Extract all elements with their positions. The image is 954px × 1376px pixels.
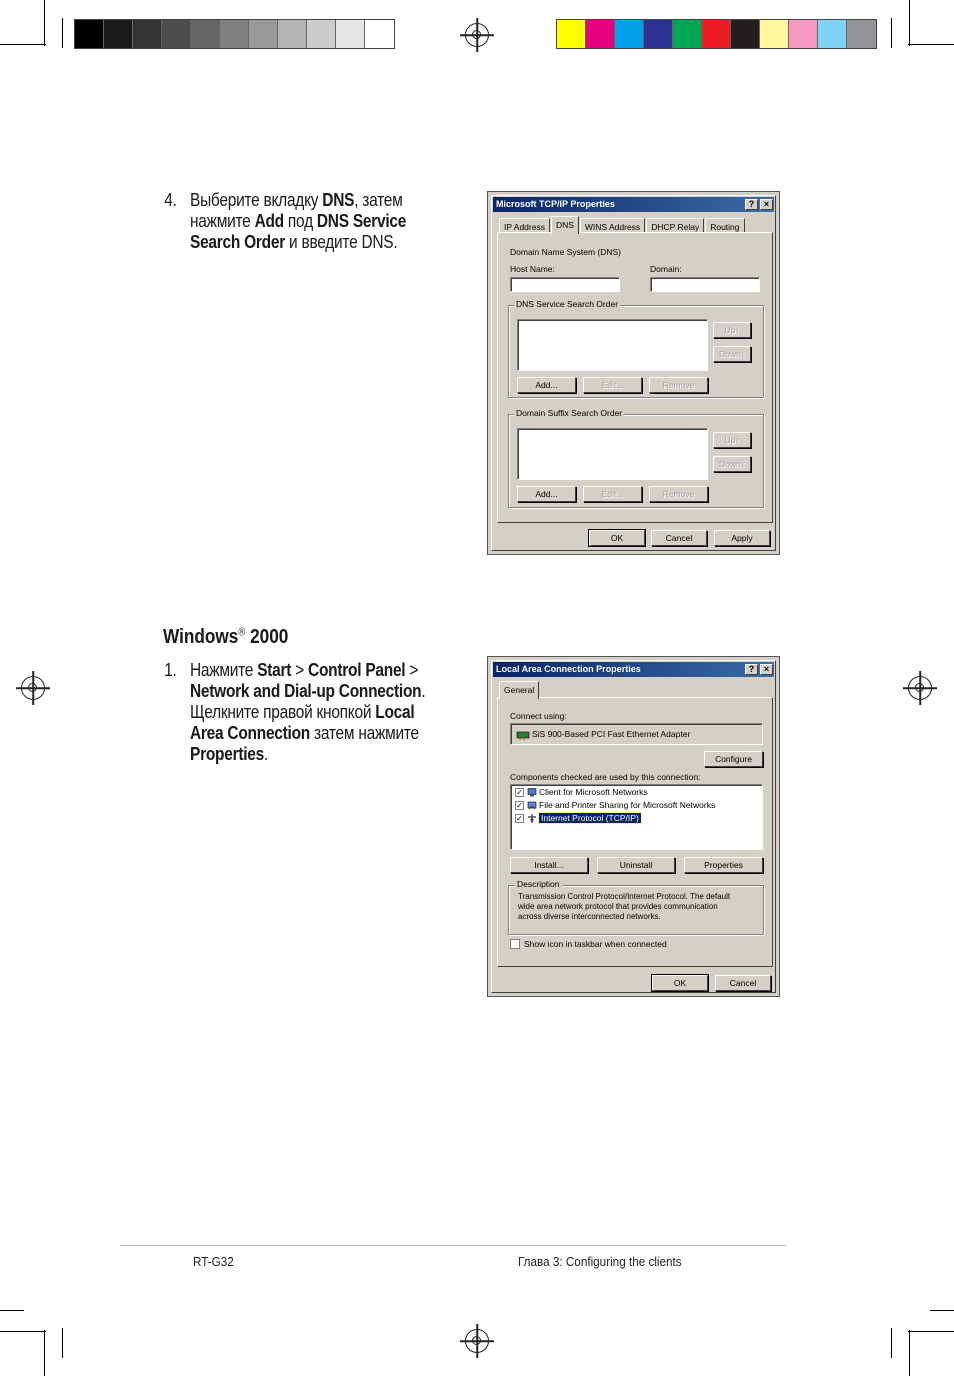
properties-button[interactable]: Properties: [684, 857, 763, 873]
domain-suffix-list[interactable]: [517, 428, 708, 480]
heading-os-version: 2000: [245, 626, 289, 648]
step-text: Щелкните правой кнопкой: [190, 702, 376, 722]
dns-section-label: Domain Name System (DNS): [510, 247, 621, 257]
lan-properties-dialog: [491, 660, 776, 993]
help-button[interactable]: ?: [745, 199, 758, 210]
step-text: , затем: [354, 190, 403, 210]
tcpip-properties-dialog: [491, 195, 776, 551]
uninstall-button[interactable]: Uninstall: [597, 857, 675, 873]
tcpip-properties-screenshot: [487, 191, 780, 555]
dns-service-search-order-label: DNS Service Search Order: [516, 299, 619, 309]
step-keyword: Local: [375, 702, 415, 722]
description-line: across diverse interconnected networks.: [518, 912, 661, 921]
step-text: >: [291, 660, 309, 680]
color-swatch: [818, 20, 847, 48]
gray-swatch: [75, 20, 104, 48]
step-keyword: Add: [254, 211, 284, 231]
component-label: Internet Protocol (TCP/IP): [541, 813, 639, 823]
components-list[interactable]: [510, 784, 763, 850]
step-text: .: [264, 744, 269, 764]
cancel-button[interactable]: Cancel: [651, 530, 707, 546]
dialog-title-bar: [493, 662, 774, 677]
step-1-text: [164, 660, 426, 765]
description-text: [518, 892, 730, 922]
registration-mark-right: [908, 676, 932, 700]
step-text: нажмите: [190, 211, 255, 231]
description-line: Transmission Control Protocol/Internet Protocol. The default: [518, 892, 731, 901]
heading-os-name: Windows: [163, 626, 239, 648]
step-keyword: Network and Dial-up Connection: [190, 681, 422, 701]
description-line: wide area network protocol that provides communication: [518, 902, 718, 911]
lan-properties-screenshot: [487, 656, 780, 997]
dns-remove-button[interactable]: Remove: [649, 377, 708, 393]
tab-general[interactable]: General: [499, 681, 539, 699]
footer-chapter: Глава 3: Configuring the clients: [518, 1254, 682, 1269]
registration-mark-top: [465, 23, 489, 47]
gray-swatch: [104, 20, 133, 48]
process-color-bar: [556, 19, 877, 49]
help-button[interactable]: ?: [745, 664, 758, 675]
gray-swatch: [336, 20, 365, 48]
apply-button[interactable]: Apply: [714, 530, 770, 546]
component-item[interactable]: [527, 787, 648, 797]
dialog-title-bar: [493, 197, 774, 212]
section-heading: [163, 626, 288, 649]
adapter-name: SiS 900-Based PCI Fast Ethernet Adapter: [532, 729, 691, 739]
step-keyword: Search Order: [190, 232, 286, 252]
step-keyword: Properties: [190, 744, 265, 764]
color-swatch: [702, 20, 731, 48]
suffix-edit-button[interactable]: Edit...: [583, 486, 642, 502]
step-keyword: DNS: [322, 190, 355, 210]
component-label: Client for Microsoft Networks: [539, 787, 648, 797]
close-button[interactable]: ×: [760, 199, 773, 210]
component-label: File and Printer Sharing for Microsoft Networks: [539, 800, 716, 810]
registration-mark-bottom: [465, 1329, 489, 1353]
domain-input[interactable]: [650, 277, 760, 292]
footer-rule: [120, 1245, 786, 1246]
suffix-remove-button[interactable]: Remove: [649, 486, 708, 502]
color-swatch: [673, 20, 702, 48]
domain-label: Domain:: [650, 264, 682, 274]
color-swatch: [586, 20, 615, 48]
registered-mark: ®: [238, 626, 246, 639]
step-4-text: [164, 190, 407, 253]
suffix-down-button[interactable]: Down↓: [713, 456, 751, 472]
dns-server-list[interactable]: [517, 319, 708, 371]
tab-dns[interactable]: DNS: [551, 216, 579, 234]
file-sharing-icon: [527, 801, 537, 810]
gray-swatch: [307, 20, 336, 48]
host-name-input[interactable]: [510, 277, 620, 292]
step-number: 4.: [164, 190, 177, 210]
protocol-icon: [527, 814, 537, 823]
dns-add-button[interactable]: Add...: [517, 377, 576, 393]
tab-ip-address[interactable]: IP Address: [499, 218, 550, 236]
gray-color-bar: [74, 19, 395, 49]
component-item-selected[interactable]: [527, 813, 641, 823]
connect-using-label: Connect using:: [510, 711, 567, 721]
host-name-label: Host Name:: [510, 264, 555, 274]
dns-edit-button[interactable]: Edit...: [583, 377, 642, 393]
tab-strip: [499, 683, 540, 701]
description-label: Description: [517, 879, 560, 889]
file-sharing-checkbox[interactable]: ✓: [516, 801, 523, 810]
install-button[interactable]: Install...: [510, 857, 588, 873]
component-item[interactable]: [527, 800, 715, 810]
show-icon-label: Show icon in taskbar when connected: [524, 939, 667, 949]
step-text: и введите DNS.: [285, 232, 398, 252]
step-text: .: [421, 681, 426, 701]
footer-model: RT-G32: [193, 1254, 234, 1269]
color-swatch: [731, 20, 760, 48]
gray-swatch: [133, 20, 162, 48]
step-text: Выберите вкладку: [190, 190, 323, 210]
tcpip-checkbox[interactable]: ✓: [516, 814, 523, 823]
color-swatch: [557, 20, 586, 48]
suffix-up-button[interactable]: Up↑: [713, 432, 751, 448]
color-swatch: [789, 20, 818, 48]
gray-swatch: [249, 20, 278, 48]
step-text: >: [405, 660, 419, 680]
gray-swatch: [220, 20, 249, 48]
dns-tab-panel: [497, 232, 773, 523]
gray-swatch: [162, 20, 191, 48]
color-swatch: [847, 20, 876, 48]
gray-swatch: [191, 20, 220, 48]
color-swatch: [644, 20, 673, 48]
network-adapter-icon: [516, 730, 530, 740]
step-keyword: DNS Service: [316, 211, 407, 231]
components-label: Components checked are used by this connection:: [510, 772, 701, 782]
ok-button[interactable]: OK: [589, 530, 645, 546]
gray-swatch: [278, 20, 307, 48]
step-keyword: Control Panel: [308, 660, 406, 680]
close-button[interactable]: ×: [760, 664, 773, 675]
dns-up-button[interactable]: Up↑: [713, 322, 751, 338]
network-client-icon: [527, 788, 537, 797]
client-checkbox[interactable]: ✓: [516, 788, 523, 797]
dialog-title: Local Area Connection Properties: [496, 664, 641, 674]
domain-suffix-search-order-label: Domain Suffix Search Order: [516, 408, 623, 418]
general-tab-panel: [497, 697, 773, 967]
step-text: под: [283, 211, 317, 231]
step-text: затем нажмите: [309, 723, 419, 743]
registration-mark-left: [21, 676, 45, 700]
show-icon-checkbox[interactable]: [510, 939, 520, 949]
suffix-add-button[interactable]: Add...: [517, 486, 576, 502]
adapter-field: [510, 723, 763, 745]
configure-button[interactable]: Configure: [704, 751, 763, 767]
color-swatch: [760, 20, 789, 48]
dialog-title: Microsoft TCP/IP Properties: [496, 199, 615, 209]
dns-down-button[interactable]: Down↓: [713, 346, 751, 362]
step-text: Нажмите: [190, 660, 258, 680]
tab-wins-address[interactable]: WINS Address: [580, 218, 645, 236]
step-keyword: Area Connection: [190, 723, 310, 743]
tab-dhcp-relay[interactable]: DHCP Relay: [646, 218, 704, 236]
step-keyword: Start: [257, 660, 292, 680]
step-number: 1.: [164, 660, 177, 680]
cancel-button[interactable]: Cancel: [715, 975, 771, 991]
ok-button[interactable]: OK: [652, 975, 708, 991]
tab-routing[interactable]: Routing: [705, 218, 744, 236]
color-swatch: [615, 20, 644, 48]
gray-swatch: [365, 20, 394, 48]
